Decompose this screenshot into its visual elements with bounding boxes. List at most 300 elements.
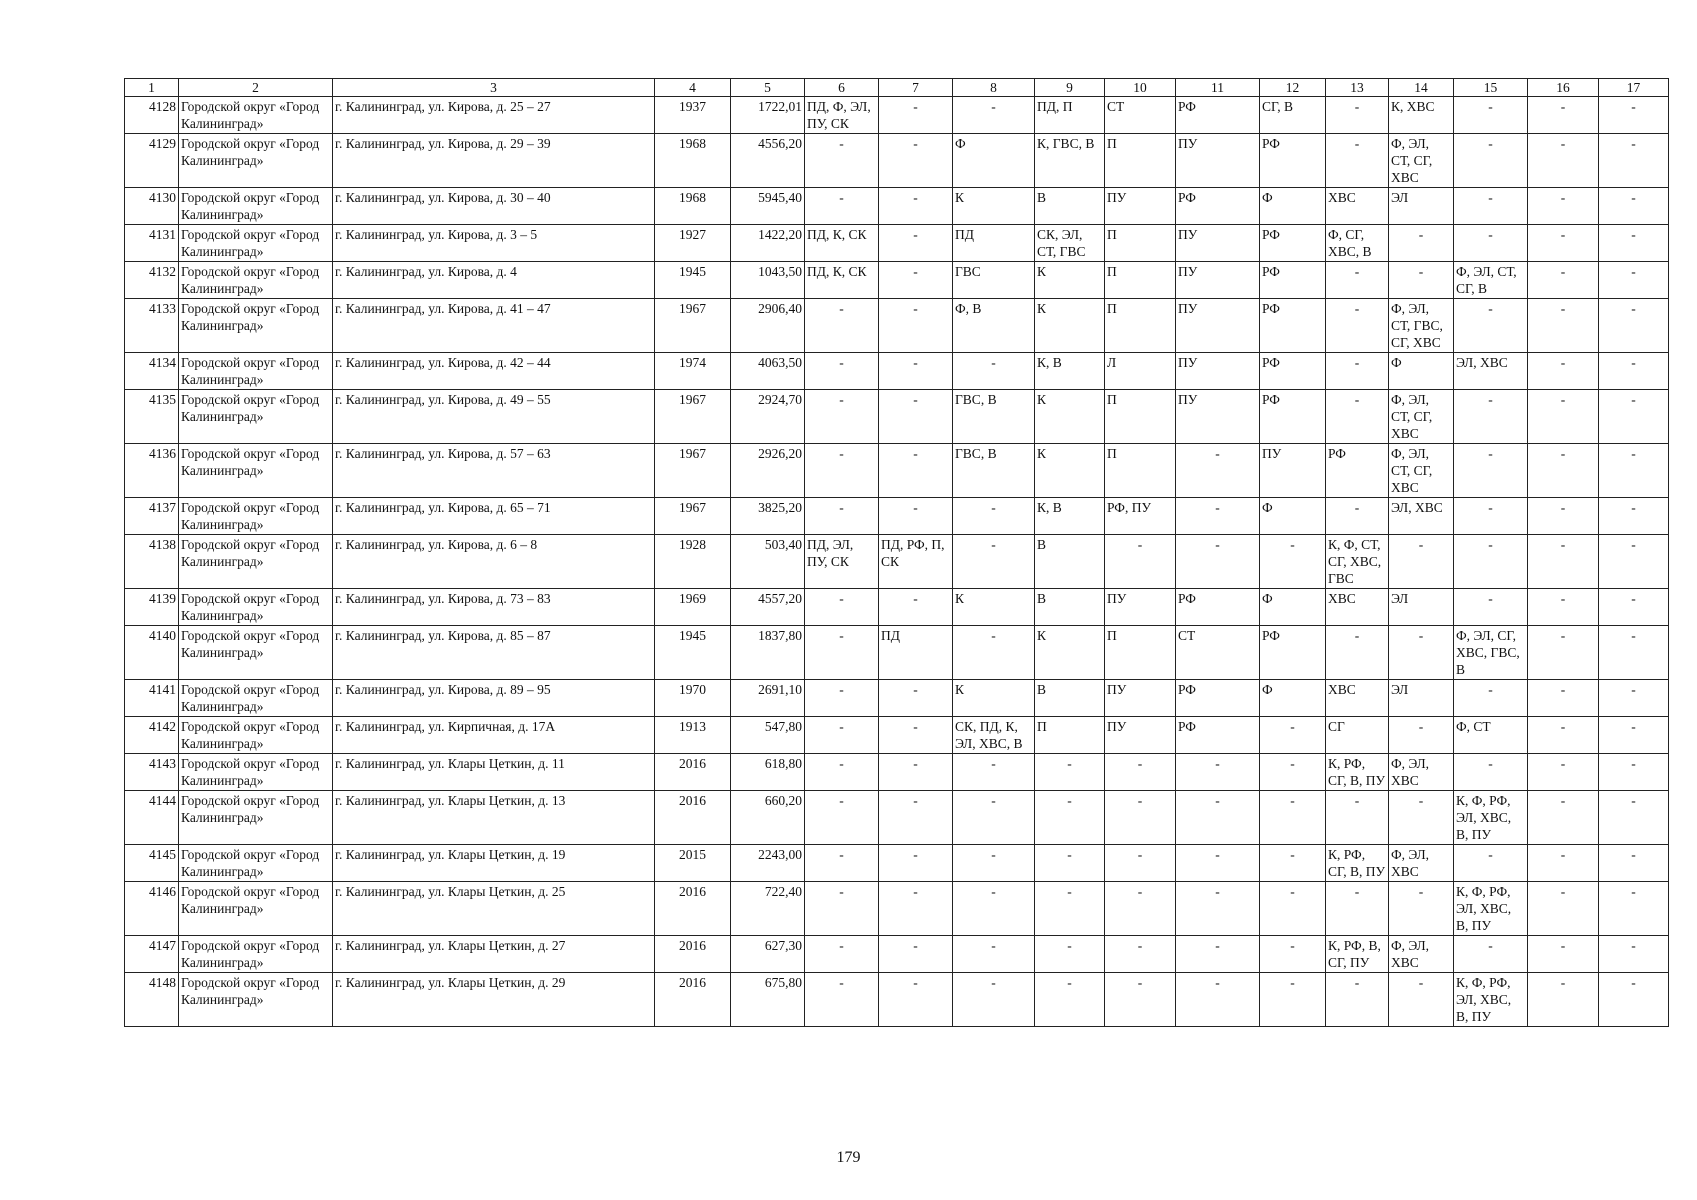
table-header <box>125 79 1669 97</box>
table-cell-col-12: Ф <box>1260 589 1326 626</box>
table-cell-col-9: - <box>1035 882 1105 936</box>
table-cell-col-14: ЭЛ <box>1389 589 1454 626</box>
table-cell-col-15: Ф, ЭЛ, СГ, ХВС, ГВС, В <box>1454 626 1528 680</box>
column-header-13: 13 <box>1326 79 1389 97</box>
table-cell-col-5: 547,80 <box>731 717 805 754</box>
table-cell-col-4: 1913 <box>655 717 731 754</box>
table-cell-col-12: Ф <box>1260 680 1326 717</box>
table-cell-col-8: - <box>953 535 1035 589</box>
table-cell-col-15: К, Ф, РФ, ЭЛ, ХВС, В, ПУ <box>1454 973 1528 1027</box>
table-cell-col-12: - <box>1260 882 1326 936</box>
table-cell-col-8: - <box>953 936 1035 973</box>
table-cell-col-11: ПУ <box>1176 134 1260 188</box>
table-cell-col-17: - <box>1599 973 1669 1027</box>
table-cell-col-12: - <box>1260 936 1326 973</box>
table-cell-col-14: - <box>1389 791 1454 845</box>
table-cell-col-7: - <box>879 791 953 845</box>
table-cell-col-7: - <box>879 936 953 973</box>
table-cell-col-4: 2016 <box>655 936 731 973</box>
table-cell-col-8: - <box>953 626 1035 680</box>
table-cell-col-3: г. Калининград, ул. Клары Цеткин, д. 13 <box>333 791 655 845</box>
table-cell-col-3: г. Калининград, ул. Клары Цеткин, д. 19 <box>333 845 655 882</box>
table-cell-col-16: - <box>1528 973 1599 1027</box>
table-cell-col-13: Ф, СГ, ХВС, В <box>1326 225 1389 262</box>
table-cell-col-2: Городской округ «Город Калининград» <box>179 498 333 535</box>
table-cell-col-13: - <box>1326 353 1389 390</box>
table-cell-col-6: - <box>805 754 879 791</box>
table-cell-col-2: Городской округ «Город Калининград» <box>179 353 333 390</box>
table-cell-col-8: - <box>953 353 1035 390</box>
table-cell-col-4: 1945 <box>655 262 731 299</box>
table-cell-col-4: 2016 <box>655 791 731 845</box>
table-cell-col-5: 4556,20 <box>731 134 805 188</box>
table-cell-col-1: 4129 <box>125 134 179 188</box>
table-cell-col-9: В <box>1035 589 1105 626</box>
table-cell-col-14: К, ХВС <box>1389 97 1454 134</box>
table-cell-col-16: - <box>1528 299 1599 353</box>
column-header-7: 7 <box>879 79 953 97</box>
table-cell-col-10: П <box>1105 225 1176 262</box>
table-cell-col-12: - <box>1260 717 1326 754</box>
table-cell-col-16: - <box>1528 498 1599 535</box>
table-cell-col-14: ЭЛ, ХВС <box>1389 498 1454 535</box>
table-cell-col-12: РФ <box>1260 353 1326 390</box>
table-cell-col-4: 1968 <box>655 188 731 225</box>
table-cell-col-1: 4143 <box>125 754 179 791</box>
column-header-17: 17 <box>1599 79 1669 97</box>
table-cell-col-1: 4130 <box>125 188 179 225</box>
table-cell-col-16: - <box>1528 882 1599 936</box>
table-row <box>125 535 1669 589</box>
table-cell-col-3: г. Калининград, ул. Клары Цеткин, д. 27 <box>333 936 655 973</box>
table-cell-col-15: - <box>1454 390 1528 444</box>
table-cell-col-5: 2926,20 <box>731 444 805 498</box>
table-cell-col-12: - <box>1260 791 1326 845</box>
table-cell-col-13: К, Ф, СТ, СГ, ХВС, ГВС <box>1326 535 1389 589</box>
table-cell-col-9: В <box>1035 188 1105 225</box>
table-cell-col-5: 2906,40 <box>731 299 805 353</box>
table-cell-col-10: - <box>1105 936 1176 973</box>
table-cell-col-16: - <box>1528 262 1599 299</box>
table-cell-col-6: - <box>805 845 879 882</box>
table-cell-col-17: - <box>1599 535 1669 589</box>
table-cell-col-1: 4131 <box>125 225 179 262</box>
table-cell-col-7: - <box>879 717 953 754</box>
table-cell-col-13: - <box>1326 626 1389 680</box>
table-cell-col-5: 627,30 <box>731 936 805 973</box>
table-cell-col-6: - <box>805 353 879 390</box>
table-cell-col-5: 4063,50 <box>731 353 805 390</box>
table-cell-col-10: СТ <box>1105 97 1176 134</box>
column-header-16: 16 <box>1528 79 1599 97</box>
table-cell-col-5: 722,40 <box>731 882 805 936</box>
table-cell-col-1: 4137 <box>125 498 179 535</box>
table-cell-col-7: - <box>879 299 953 353</box>
table-cell-col-16: - <box>1528 626 1599 680</box>
table-cell-col-8: - <box>953 973 1035 1027</box>
table-cell-col-16: - <box>1528 791 1599 845</box>
table-cell-col-4: 1937 <box>655 97 731 134</box>
table-cell-col-10: П <box>1105 262 1176 299</box>
table-cell-col-15: - <box>1454 589 1528 626</box>
table-cell-col-1: 4134 <box>125 353 179 390</box>
table-cell-col-2: Городской округ «Город Калининград» <box>179 626 333 680</box>
table-cell-col-15: - <box>1454 845 1528 882</box>
table-cell-col-5: 1422,20 <box>731 225 805 262</box>
table-cell-col-9: - <box>1035 936 1105 973</box>
table-cell-col-11: РФ <box>1176 188 1260 225</box>
table-cell-col-1: 4132 <box>125 262 179 299</box>
table-cell-col-7: - <box>879 680 953 717</box>
table-row <box>125 97 1669 134</box>
header-row <box>125 79 1669 97</box>
table-cell-col-9: СК, ЭЛ, СТ, ГВС <box>1035 225 1105 262</box>
table-cell-col-9: К, ГВС, В <box>1035 134 1105 188</box>
table-cell-col-2: Городской округ «Город Калининград» <box>179 97 333 134</box>
table-cell-col-2: Городской округ «Город Калининград» <box>179 535 333 589</box>
table-cell-col-14: - <box>1389 262 1454 299</box>
table-cell-col-12: СГ, В <box>1260 97 1326 134</box>
table-cell-col-3: г. Калининград, ул. Кирова, д. 29 – 39 <box>333 134 655 188</box>
table-cell-col-13: ХВС <box>1326 188 1389 225</box>
table-cell-col-7: - <box>879 845 953 882</box>
table-cell-col-10: ПУ <box>1105 717 1176 754</box>
table-cell-col-14: Ф, ЭЛ, СТ, СГ, ХВС <box>1389 390 1454 444</box>
table-row <box>125 299 1669 353</box>
table-cell-col-10: П <box>1105 299 1176 353</box>
table-cell-col-8: К <box>953 589 1035 626</box>
table-cell-col-10: - <box>1105 973 1176 1027</box>
table-cell-col-1: 4128 <box>125 97 179 134</box>
table-cell-col-16: - <box>1528 225 1599 262</box>
table-cell-col-5: 503,40 <box>731 535 805 589</box>
table-cell-col-7: - <box>879 754 953 791</box>
table-cell-col-4: 1969 <box>655 589 731 626</box>
table-cell-col-11: - <box>1176 973 1260 1027</box>
table-cell-col-7: - <box>879 973 953 1027</box>
table-cell-col-2: Городской округ «Город Калининград» <box>179 444 333 498</box>
table-cell-col-12: РФ <box>1260 262 1326 299</box>
table-row <box>125 845 1669 882</box>
table-cell-col-1: 4135 <box>125 390 179 444</box>
table-cell-col-6: - <box>805 134 879 188</box>
table-cell-col-11: - <box>1176 444 1260 498</box>
table-cell-col-12: - <box>1260 973 1326 1027</box>
table-cell-col-6: - <box>805 498 879 535</box>
table-cell-col-14: ЭЛ <box>1389 188 1454 225</box>
table-cell-col-2: Городской округ «Город Калининград» <box>179 680 333 717</box>
table-cell-col-8: К <box>953 680 1035 717</box>
column-header-8: 8 <box>953 79 1035 97</box>
table-cell-col-2: Городской округ «Город Калининград» <box>179 134 333 188</box>
table-cell-col-16: - <box>1528 188 1599 225</box>
table-cell-col-11: - <box>1176 791 1260 845</box>
table-cell-col-6: - <box>805 791 879 845</box>
table-cell-col-3: г. Калининград, ул. Клары Цеткин, д. 25 <box>333 882 655 936</box>
table-cell-col-16: - <box>1528 353 1599 390</box>
table-cell-col-15: Ф, ЭЛ, СТ, СГ, В <box>1454 262 1528 299</box>
table-cell-col-1: 4141 <box>125 680 179 717</box>
table-cell-col-13: - <box>1326 882 1389 936</box>
table-row <box>125 973 1669 1027</box>
table-row <box>125 390 1669 444</box>
table-cell-col-9: К <box>1035 299 1105 353</box>
table-cell-col-5: 5945,40 <box>731 188 805 225</box>
table-row <box>125 791 1669 845</box>
table-cell-col-3: г. Калининград, ул. Кирова, д. 65 – 71 <box>333 498 655 535</box>
table-cell-col-5: 2691,10 <box>731 680 805 717</box>
table-cell-col-11: ПУ <box>1176 390 1260 444</box>
table-cell-col-2: Городской округ «Город Калининград» <box>179 299 333 353</box>
table-cell-col-8: Ф <box>953 134 1035 188</box>
table-cell-col-14: - <box>1389 225 1454 262</box>
table-cell-col-3: г. Калининград, ул. Клары Цеткин, д. 11 <box>333 754 655 791</box>
table-cell-col-15: К, Ф, РФ, ЭЛ, ХВС, В, ПУ <box>1454 882 1528 936</box>
table-cell-col-10: П <box>1105 390 1176 444</box>
table-cell-col-10: П <box>1105 626 1176 680</box>
column-header-15: 15 <box>1454 79 1528 97</box>
table-cell-col-9: К <box>1035 390 1105 444</box>
column-header-6: 6 <box>805 79 879 97</box>
table-cell-col-4: 1967 <box>655 498 731 535</box>
table-cell-col-16: - <box>1528 97 1599 134</box>
table-cell-col-14: - <box>1389 626 1454 680</box>
table-cell-col-8: ГВС <box>953 262 1035 299</box>
table-cell-col-14: - <box>1389 535 1454 589</box>
table-cell-col-5: 660,20 <box>731 791 805 845</box>
table-cell-col-2: Городской округ «Город Калининград» <box>179 589 333 626</box>
table-cell-col-15: - <box>1454 97 1528 134</box>
table-cell-col-2: Городской округ «Город Калининград» <box>179 188 333 225</box>
table-cell-col-7: - <box>879 134 953 188</box>
table-cell-col-16: - <box>1528 390 1599 444</box>
table-cell-col-12: РФ <box>1260 390 1326 444</box>
table-cell-col-12: - <box>1260 535 1326 589</box>
table-cell-col-13: - <box>1326 262 1389 299</box>
table-cell-col-12: ПУ <box>1260 444 1326 498</box>
table-cell-col-3: г. Калининград, ул. Клары Цеткин, д. 29 <box>333 973 655 1027</box>
table-cell-col-11: - <box>1176 754 1260 791</box>
table-cell-col-8: ГВС, В <box>953 390 1035 444</box>
table-cell-col-2: Городской округ «Город Калининград» <box>179 717 333 754</box>
table-body <box>125 97 1669 1027</box>
table-cell-col-10: - <box>1105 791 1176 845</box>
table-cell-col-17: - <box>1599 262 1669 299</box>
column-header-1: 1 <box>125 79 179 97</box>
table-cell-col-4: 2016 <box>655 754 731 791</box>
table-cell-col-5: 675,80 <box>731 973 805 1027</box>
table-cell-col-4: 1928 <box>655 535 731 589</box>
table-cell-col-13: - <box>1326 390 1389 444</box>
table-cell-col-12: - <box>1260 845 1326 882</box>
table-cell-col-3: г. Калининград, ул. Кирова, д. 3 – 5 <box>333 225 655 262</box>
column-header-5: 5 <box>731 79 805 97</box>
table-cell-col-7: - <box>879 262 953 299</box>
table-cell-col-17: - <box>1599 134 1669 188</box>
table-cell-col-6: - <box>805 626 879 680</box>
table-row <box>125 589 1669 626</box>
table-cell-col-12: РФ <box>1260 225 1326 262</box>
table-cell-col-9: П <box>1035 717 1105 754</box>
table-cell-col-6: ПД, Ф, ЭЛ, ПУ, СК <box>805 97 879 134</box>
table-cell-col-13: СГ <box>1326 717 1389 754</box>
table-cell-col-8: - <box>953 791 1035 845</box>
table-cell-col-7: - <box>879 589 953 626</box>
table-cell-col-2: Городской округ «Город Калининград» <box>179 754 333 791</box>
table-cell-col-15: - <box>1454 134 1528 188</box>
table-cell-col-14: Ф, ЭЛ, ХВС <box>1389 845 1454 882</box>
table-cell-col-1: 4147 <box>125 936 179 973</box>
column-header-12: 12 <box>1260 79 1326 97</box>
table-cell-col-2: Городской округ «Город Калининград» <box>179 845 333 882</box>
column-header-14: 14 <box>1389 79 1454 97</box>
column-header-4: 4 <box>655 79 731 97</box>
table-cell-col-2: Городской округ «Город Калининград» <box>179 225 333 262</box>
table-cell-col-12: Ф <box>1260 188 1326 225</box>
table-cell-col-11: - <box>1176 535 1260 589</box>
table-cell-col-3: г. Калининград, ул. Кирова, д. 30 – 40 <box>333 188 655 225</box>
table-cell-col-11: РФ <box>1176 97 1260 134</box>
table-cell-col-3: г. Калининград, ул. Кирова, д. 57 – 63 <box>333 444 655 498</box>
table-cell-col-17: - <box>1599 444 1669 498</box>
table-cell-col-14: Ф <box>1389 353 1454 390</box>
table-cell-col-15: - <box>1454 754 1528 791</box>
table-cell-col-15: - <box>1454 680 1528 717</box>
table-row <box>125 225 1669 262</box>
table-cell-col-7: - <box>879 444 953 498</box>
table-cell-col-2: Городской округ «Город Калининград» <box>179 973 333 1027</box>
table-cell-col-4: 2016 <box>655 882 731 936</box>
table-cell-col-15: К, Ф, РФ, ЭЛ, ХВС, В, ПУ <box>1454 791 1528 845</box>
table-cell-col-14: Ф, ЭЛ, СТ, СГ, ХВС <box>1389 444 1454 498</box>
table-cell-col-3: г. Калининград, ул. Кирова, д. 25 – 27 <box>333 97 655 134</box>
table-cell-col-16: - <box>1528 754 1599 791</box>
table-cell-col-11: - <box>1176 936 1260 973</box>
table-cell-col-4: 2015 <box>655 845 731 882</box>
table-cell-col-8: ПД <box>953 225 1035 262</box>
table-cell-col-17: - <box>1599 882 1669 936</box>
table-cell-col-4: 1945 <box>655 626 731 680</box>
table-cell-col-17: - <box>1599 299 1669 353</box>
table-cell-col-9: К <box>1035 444 1105 498</box>
table-cell-col-9: К <box>1035 626 1105 680</box>
table-cell-col-11: ПУ <box>1176 225 1260 262</box>
table-cell-col-4: 1974 <box>655 353 731 390</box>
table-cell-col-9: К, В <box>1035 498 1105 535</box>
table-cell-col-4: 1967 <box>655 444 731 498</box>
table-cell-col-17: - <box>1599 754 1669 791</box>
table-cell-col-1: 4144 <box>125 791 179 845</box>
table-cell-col-1: 4145 <box>125 845 179 882</box>
table-cell-col-17: - <box>1599 353 1669 390</box>
table-row <box>125 754 1669 791</box>
table-cell-col-9: К <box>1035 262 1105 299</box>
table-cell-col-15: - <box>1454 299 1528 353</box>
table-cell-col-13: ХВС <box>1326 589 1389 626</box>
table-cell-col-16: - <box>1528 717 1599 754</box>
table-cell-col-7: - <box>879 225 953 262</box>
column-header-3: 3 <box>333 79 655 97</box>
table-cell-col-3: г. Калининград, ул. Кирпичная, д. 17А <box>333 717 655 754</box>
table-cell-col-1: 4140 <box>125 626 179 680</box>
register-table <box>124 78 1669 1027</box>
table-cell-col-8: СК, ПД, К, ЭЛ, ХВС, В <box>953 717 1035 754</box>
table-cell-col-6: - <box>805 589 879 626</box>
table-cell-col-5: 2243,00 <box>731 845 805 882</box>
table-cell-col-16: - <box>1528 134 1599 188</box>
table-cell-col-14: - <box>1389 973 1454 1027</box>
table-cell-col-2: Городской округ «Город Калининград» <box>179 936 333 973</box>
table-cell-col-6: - <box>805 188 879 225</box>
table-cell-col-3: г. Калининград, ул. Кирова, д. 89 – 95 <box>333 680 655 717</box>
table-cell-col-8: К <box>953 188 1035 225</box>
table-cell-col-7: - <box>879 882 953 936</box>
table-cell-col-8: - <box>953 754 1035 791</box>
table-cell-col-13: К, РФ, СГ, В, ПУ <box>1326 754 1389 791</box>
table-cell-col-10: - <box>1105 535 1176 589</box>
table-cell-col-6: - <box>805 882 879 936</box>
table-cell-col-17: - <box>1599 936 1669 973</box>
table-cell-col-9: ПД, П <box>1035 97 1105 134</box>
table-row <box>125 498 1669 535</box>
column-header-2: 2 <box>179 79 333 97</box>
table-cell-col-15: - <box>1454 535 1528 589</box>
table-cell-col-17: - <box>1599 791 1669 845</box>
table-cell-col-5: 618,80 <box>731 754 805 791</box>
table-cell-col-11: РФ <box>1176 680 1260 717</box>
table-cell-col-8: - <box>953 845 1035 882</box>
table-cell-col-13: - <box>1326 134 1389 188</box>
table-cell-col-11: - <box>1176 882 1260 936</box>
table-cell-col-14: Ф, ЭЛ, СТ, ГВС, СГ, ХВС <box>1389 299 1454 353</box>
table-cell-col-4: 1968 <box>655 134 731 188</box>
table-cell-col-2: Городской округ «Город Калининград» <box>179 882 333 936</box>
table-row <box>125 134 1669 188</box>
table-cell-col-10: Л <box>1105 353 1176 390</box>
table-cell-col-17: - <box>1599 390 1669 444</box>
table-cell-col-13: - <box>1326 299 1389 353</box>
page-number: 179 <box>836 1149 861 1166</box>
table-cell-col-7: - <box>879 390 953 444</box>
table-cell-col-14: ЭЛ <box>1389 680 1454 717</box>
table-cell-col-7: - <box>879 353 953 390</box>
table-cell-col-4: 1967 <box>655 299 731 353</box>
table-cell-col-12: - <box>1260 754 1326 791</box>
table-cell-col-8: - <box>953 882 1035 936</box>
table-cell-col-17: - <box>1599 680 1669 717</box>
table-cell-col-15: - <box>1454 188 1528 225</box>
table-cell-col-6: - <box>805 390 879 444</box>
table-cell-col-15: - <box>1454 444 1528 498</box>
table-cell-col-8: Ф, В <box>953 299 1035 353</box>
table-cell-col-6: - <box>805 717 879 754</box>
table-cell-col-6: ПД, ЭЛ, ПУ, СК <box>805 535 879 589</box>
table-cell-col-1: 4148 <box>125 973 179 1027</box>
table-cell-col-9: В <box>1035 535 1105 589</box>
table-cell-col-3: г. Калининград, ул. Кирова, д. 6 – 8 <box>333 535 655 589</box>
table-cell-col-3: г. Калининград, ул. Кирова, д. 49 – 55 <box>333 390 655 444</box>
table-cell-col-10: П <box>1105 134 1176 188</box>
table-cell-col-16: - <box>1528 680 1599 717</box>
table-cell-col-11: - <box>1176 498 1260 535</box>
table-cell-col-3: г. Калининград, ул. Кирова, д. 4 <box>333 262 655 299</box>
table-cell-col-16: - <box>1528 589 1599 626</box>
table-cell-col-6: - <box>805 444 879 498</box>
table-cell-col-4: 2016 <box>655 973 731 1027</box>
table-cell-col-7: - <box>879 188 953 225</box>
column-header-11: 11 <box>1176 79 1260 97</box>
table-cell-col-7: ПД <box>879 626 953 680</box>
